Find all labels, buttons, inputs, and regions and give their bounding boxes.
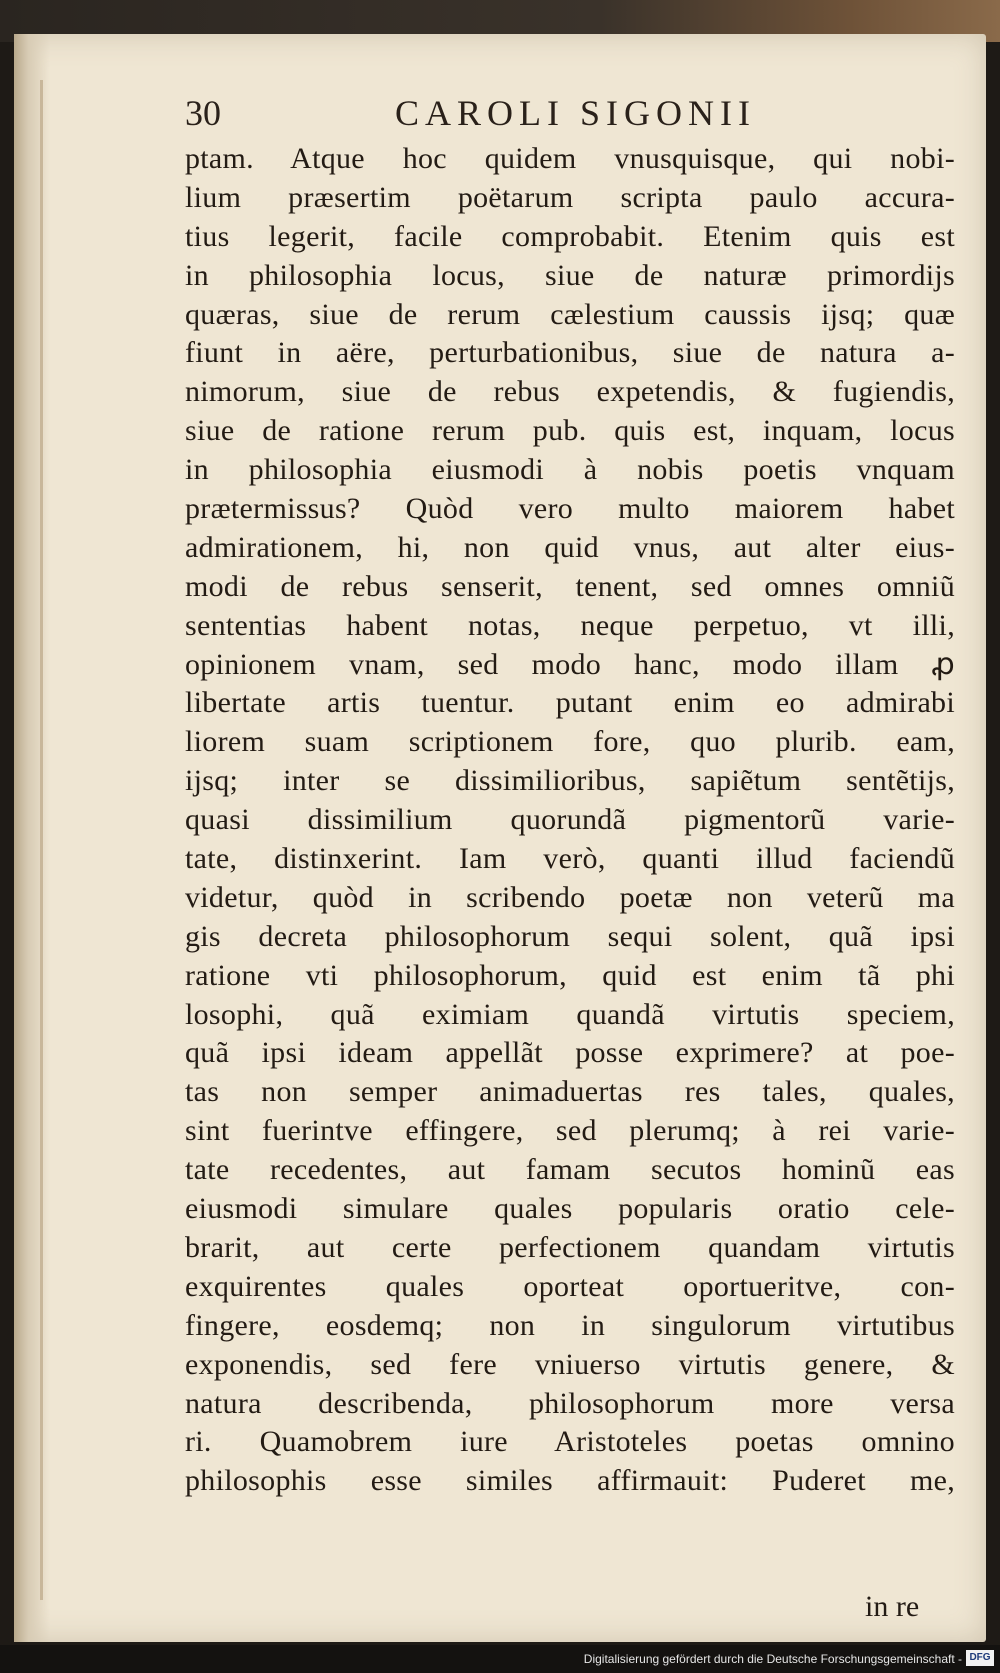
text-line: exquirentes quales oporteat oportueritve, con- bbox=[185, 1269, 955, 1303]
text-line: in philosophia eiusmodi à nobis poetis vnquam bbox=[185, 453, 955, 487]
text-line: ratione vti philosophorum, quid est enim tã phi bbox=[185, 958, 955, 992]
text-line: ri. Quamobrem iure Aristoteles poetas omnino bbox=[185, 1425, 955, 1459]
text-line: exponendis, sed fere vniuerso virtutis genere, & bbox=[185, 1347, 955, 1381]
text-line: tate recedentes, aut famam secutos hominũ eas bbox=[185, 1153, 955, 1187]
text-line: sententias habent notas, neque perpetuo, vt illi, bbox=[185, 608, 955, 642]
text-line: in philosophia locus, siue de naturæ primordijs bbox=[185, 258, 955, 292]
text-line: tius legerit, facile comprobabit. Etenim quis est bbox=[185, 219, 955, 253]
text-line: ijsq; inter se dissimilioribus, sapiẽtum sentẽtijs, bbox=[185, 764, 955, 798]
text-line: admirationem, hi, non quid vnus, aut alter eius- bbox=[185, 530, 955, 564]
digitization-credit: Digitalisierung gefördert durch die Deutsche Forschungsgemeinschaft - bbox=[583, 1652, 962, 1666]
page-number: 30 bbox=[185, 93, 221, 133]
page-fold-line bbox=[40, 80, 43, 1600]
catchword: in re bbox=[865, 1590, 920, 1623]
body-text bbox=[185, 140, 955, 1501]
text-line: tas non semper animaduertas res tales, quales, bbox=[185, 1075, 955, 1109]
running-title: CAROLI SIGONII bbox=[395, 93, 756, 133]
text-line: sint fuerintve effingere, sed plerumq; à rei varie- bbox=[185, 1114, 955, 1148]
text-line: quæras, siue de rerum cælestium caussis ijsq; quæ bbox=[185, 297, 955, 331]
text-line: eiusmodi simulare quales popularis oratio cele- bbox=[185, 1192, 955, 1226]
text-line: tate, distinxerint. Iam verò, quanti illud faciendũ bbox=[185, 842, 955, 876]
page-gutter-shadow bbox=[14, 34, 50, 1642]
text-line: quasi dissimilium quorundã pigmentorũ varie- bbox=[185, 803, 955, 837]
text-line: nimorum, siue de rebus expetendis, & fugiendis, bbox=[185, 375, 955, 409]
text-line: opinionem vnam, sed modo hanc, modo illam ꝓ bbox=[185, 647, 955, 681]
text-line: gis decreta philosophorum sequi solent, quã ipsi bbox=[185, 919, 955, 953]
running-head bbox=[185, 92, 945, 138]
dfg-logo: DFG bbox=[966, 1650, 994, 1666]
text-line: lium præsertim poëtarum scripta paulo accura- bbox=[185, 180, 955, 214]
text-line: brarit, aut certe perfectionem quandam virtutis bbox=[185, 1230, 955, 1264]
text-line: fiunt in aëre, perturbationibus, siue de natura a- bbox=[185, 336, 955, 370]
text-line: philosophis esse similes affirmauit: Puderet me, bbox=[185, 1464, 955, 1498]
text-line: liorem suam scriptionem fore, quo plurib. eam, bbox=[185, 725, 955, 759]
text-line: prætermissus? Quòd vero multo maiorem habet bbox=[185, 492, 955, 526]
text-line: siue de ratione rerum pub. quis est, inquam, locus bbox=[185, 414, 955, 448]
text-line: modi de rebus senserit, tenent, sed omnes omniũ bbox=[185, 569, 955, 603]
text-line: quã ipsi ideam appellãt posse exprimere? at poe- bbox=[185, 1036, 955, 1070]
text-line: fingere, eosdemq; non in singulorum virtutibus bbox=[185, 1308, 955, 1342]
text-line: losophi, quã eximiam quandã virtutis speciem, bbox=[185, 997, 955, 1031]
text-line: ptam. Atque hoc quidem vnusquisque, qui nobi- bbox=[185, 142, 955, 175]
text-line: libertate artis tuentur. putant enim eo admirabi bbox=[185, 686, 955, 720]
text-line: videtur, quòd in scribendo poetæ non veterũ ma bbox=[185, 880, 955, 914]
text-line: natura describenda, philosophorum more versa bbox=[185, 1386, 955, 1420]
